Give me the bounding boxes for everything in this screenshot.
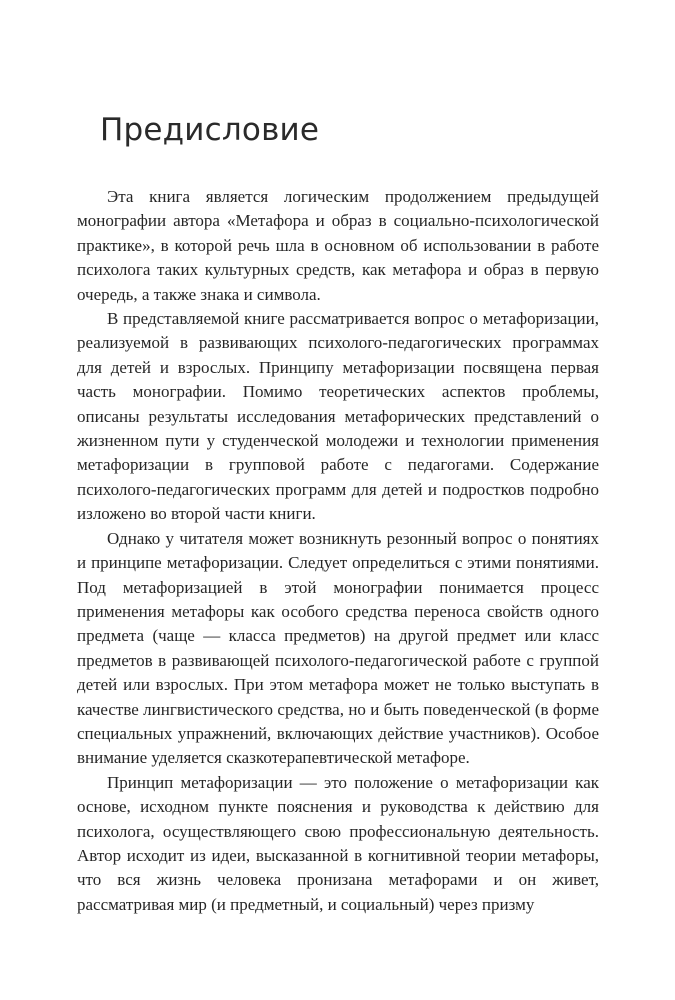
paragraph-1: Эта книга является логическим продолжением предыдущей монографии автора «Метафора и образ в социально-психологической практике», в которой речь шла в основном об использовании в работе психолога таких культурных средств, как метафора и образ в первую очередь, а также знака и символа. <box>77 187 599 304</box>
paragraph-4: Принцип метафоризации — это положение о метафоризации как основе, исходном пункте пояснения и руководства к действию для психолога, осуществляющего свою профессиональную деятельность. Автор исходит из идеи, высказанной в когнитивной теории метафоры, что вся жизнь человека пронизана метафорами и он живет, рассматривая мир (и предметный, и социальный) через призму <box>77 772 599 914</box>
chapter-heading: Предисловие <box>100 112 320 148</box>
paragraph-2: В представляемой книге рассматривается вопрос о метафоризации, реализуемой в развивающих психолого-педагогических программах для детей и взрослых. Принципу метафоризации посвящена первая часть монографии. Помимо теоретических аспектов проблемы, описаны результаты исследования метафорических представлений о жизненном пути у студенческой молодежи и технологии применения метафоризации в групповой работе с педагогами. Содержание психолого-педагогических программ для детей и подростков подробно изложено во второй части книги. <box>77 309 599 524</box>
body-text <box>77 185 599 917</box>
paragraph-3: Однако у читателя может возникнуть резонный вопрос о понятиях и принципе метафоризации. Следует определиться с этими понятиями. Под метафоризацией в этой монографии понимается процесс применения метафоры как особого средства переноса свойств одного предмета (чаще — класса предметов) на другой предмет или класс предметов в развивающей психолого-педагогической работе с группой детей или взрослых. При этом метафора может не только выступать в качестве лингвистического средства, но и быть поведенческой (в форме специальных упражнений, включающих действие участников). Особое внимание уделяется сказкотерапевтической метафоре. <box>77 528 599 768</box>
